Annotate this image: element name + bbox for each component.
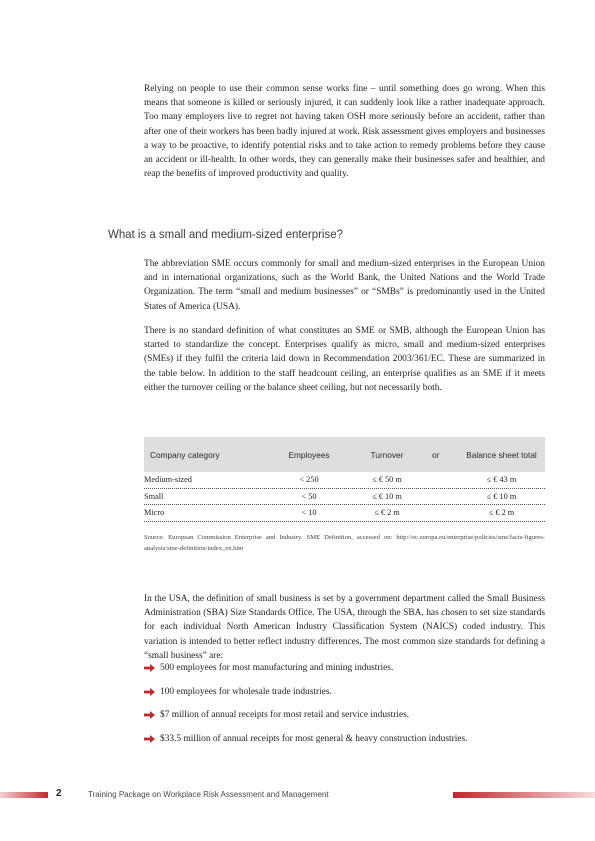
cell-balance: ≤ € 2 m — [488, 508, 515, 517]
intro-paragraph: Relying on people to use their common sense works fine – until something does go wrong. When this means that someone is killed or seriously injured, it can suddenly look like a rather inadequate approach. Too many employers live to regret not having taken OSH more seriously before an accident, rather than after one of their workers has been badly injured at work. Risk assessment gives employers and businesses a way to be proactive, to identify potential risks and to take action to remedy problems before they cause an accident or ill-health. In other words, they can generally make their businesses safer and healthier, and reap the benefits of improved productivity and quality. — [144, 84, 545, 180]
cell-employees: < 250 — [299, 475, 319, 484]
usa-paragraph: In the USA, the definition of small business is set by a government department called the Small Business Administration (SBA) Size Standards Office. The USA, through the SBA, has chosen to set size standards for each individual North American Industry Classification System (NAICS) coded industry. This variation is intended to better reflect industry differences. The most common size standards for defining a “small business” are: — [144, 594, 545, 661]
cell-category: Micro — [144, 508, 165, 517]
arrow-right-icon — [144, 735, 155, 743]
list-item-text: $7 million of annual receipts for most retail and service industries. — [160, 710, 410, 720]
header-employees: Employees — [288, 450, 330, 460]
sme-definition-paragraph: The abbreviation SME occurs commonly for small and medium-sized enterprises in the European Union and in international organizations, such as the World Bank, the United Nations and the World Trade Organization. The term “small and medium businesses” or “SMBs” is predominantly used in the United States of America (USA). — [144, 259, 545, 312]
list-item — [144, 732, 545, 756]
cell-category: Small — [144, 491, 164, 501]
cell-balance: ≤ € 10 m — [486, 491, 517, 501]
cell-balance: ≤ € 43 m — [486, 475, 517, 484]
cell-turnover: ≤ € 2 m — [374, 508, 400, 517]
list-item-text: $33.5 million of annual receipts for most general & heavy construction industries. — [160, 733, 468, 744]
cell-employees: < 10 — [301, 508, 317, 517]
footer-accent-band-right — [453, 792, 595, 798]
table-row — [144, 472, 545, 489]
footer-title: Training Package on Workplace Risk Assessment and Management — [88, 790, 329, 799]
page-number: 2 — [56, 788, 62, 799]
arrow-right-icon — [144, 664, 155, 672]
cell-turnover: ≤ € 50 m — [372, 475, 402, 484]
table-row — [144, 505, 545, 522]
table-row — [144, 489, 545, 506]
header-turnover: Turnover — [370, 450, 404, 460]
arrow-right-icon — [144, 711, 155, 719]
standard-definition-paragraph: There is no standard definition of what constitutes an SME or SMB, although the European Union has started to standardize the concept. Enterprises qualify as micro, small and medium-sized enterprises (SMEs) if they fulfil the criteria laid down in Recommendation 2003/361/EC. These are summarized in the table below. In addition to the staff headcount ceiling, an enterprise qualifies as an SME if it meets either the turnover ceiling or the balance sheet ceiling, but not necessarily both. — [144, 326, 545, 393]
cell-employees: < 50 — [301, 491, 317, 501]
header-balance-sheet: Balance sheet total — [466, 450, 537, 460]
cell-turnover: ≤ € 10 m — [372, 491, 402, 501]
footer-accent-band-left — [0, 792, 48, 798]
list-item-text: 500 employees for most manufacturing and mining industries. — [160, 663, 394, 673]
arrow-right-icon — [144, 688, 155, 696]
list-item — [144, 708, 545, 732]
list-item — [144, 685, 545, 709]
list-item — [144, 661, 545, 685]
table-header — [144, 437, 545, 472]
table-source-note: Source: European Commission Enterprise and Industry. SME Definition, accessed on: http://ec.europa.eu/enterprise/policies/sme/facts-figures-analysis/sme-definition/index_en.htm — [144, 534, 545, 552]
sme-criteria-table — [144, 437, 545, 522]
header-company-category: Company category — [150, 450, 220, 460]
list-item-text: 100 employees for wholesale trade industries. — [160, 686, 332, 697]
size-standards-list — [144, 661, 545, 755]
header-or: or — [432, 450, 440, 460]
cell-category: Medium-sized — [144, 475, 192, 484]
section-heading: What is a small and medium-sized enterprise? — [108, 227, 343, 241]
